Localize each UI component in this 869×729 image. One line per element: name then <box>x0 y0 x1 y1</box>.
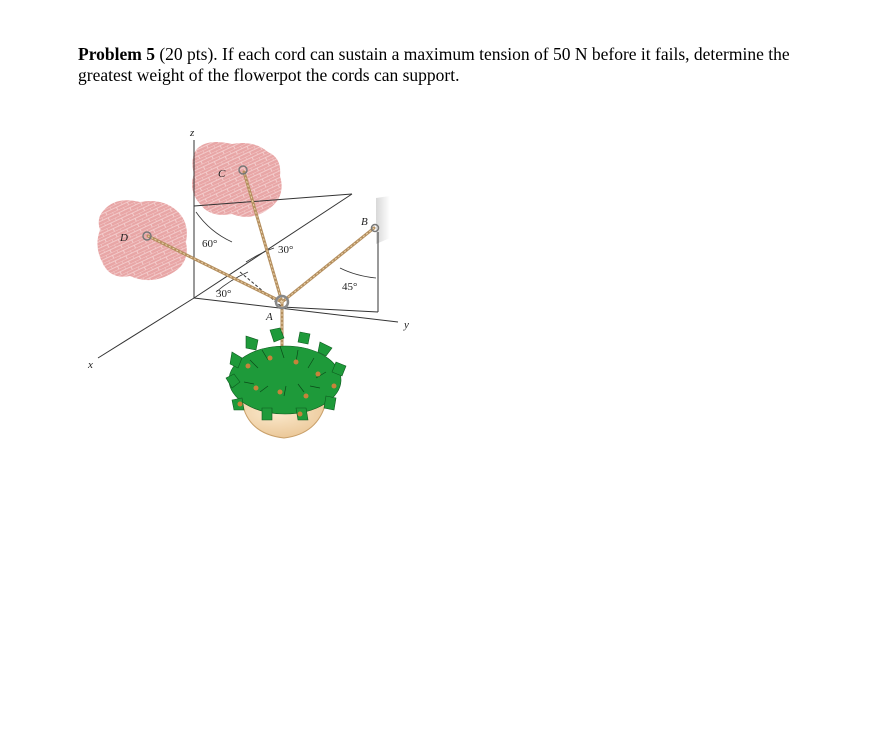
x-axis-label: x <box>88 359 93 371</box>
a-ground <box>282 307 378 312</box>
problem-points: (20 pts). <box>159 44 218 64</box>
angle-60-label: 60° <box>202 238 218 250</box>
point-a-label: A <box>266 311 273 323</box>
z-axis-label: z <box>190 127 195 139</box>
problem-number: Problem 5 <box>78 44 155 64</box>
brick-wall-d <box>97 200 186 280</box>
arc-45 <box>340 268 376 278</box>
x-axis <box>98 298 194 358</box>
y-axis <box>194 298 398 322</box>
angle-45-label: 45° <box>342 281 358 293</box>
problem-question: If each cord can sustain a maximum tension of 50 N before it fails, determine the greatest weight of the flowerpot the cords can support. <box>78 44 790 85</box>
brick-wall-c <box>192 142 282 217</box>
y-axis-label: y <box>404 319 409 331</box>
point-d-label: D <box>120 232 128 244</box>
angle-30-bottom-label: 30° <box>216 288 232 300</box>
point-b-label: B <box>361 216 368 228</box>
angle-30-top-label: 30° <box>278 244 294 256</box>
point-c-label: C <box>218 168 226 180</box>
